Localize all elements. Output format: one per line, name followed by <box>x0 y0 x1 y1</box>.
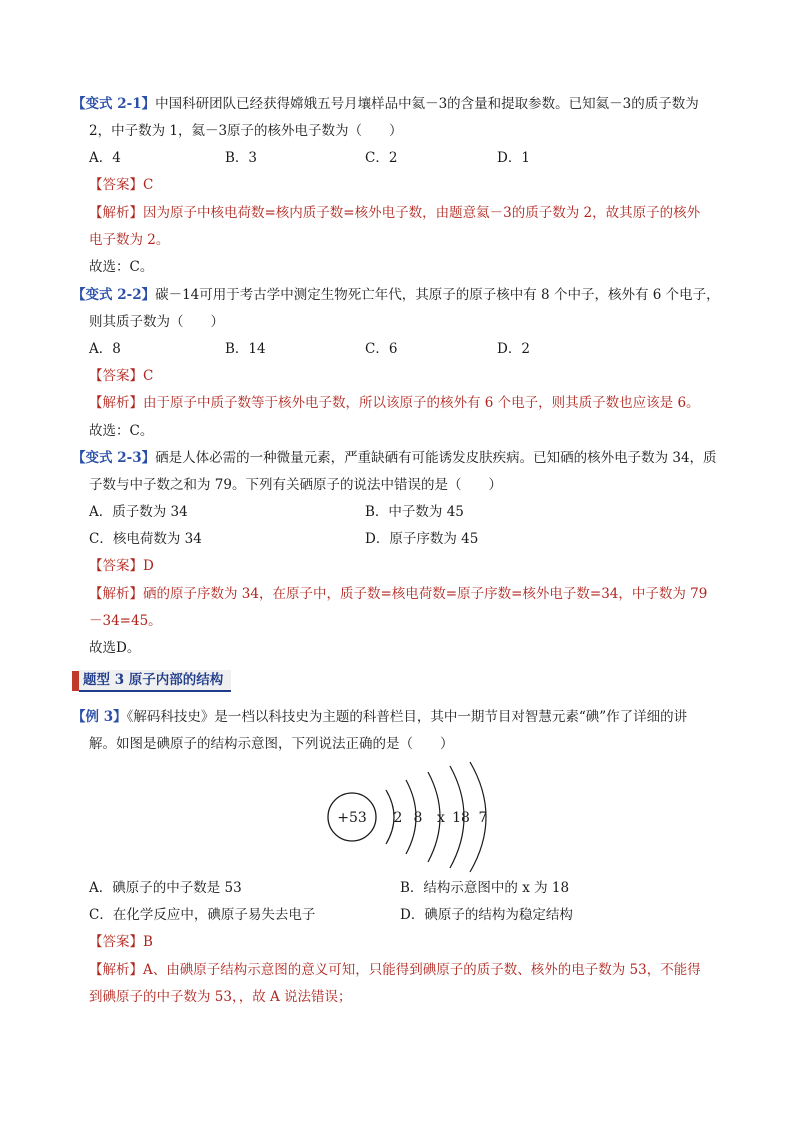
q23-option-b[interactable]: B．中子数为 45 <box>365 504 464 520</box>
ex3-analysis-2: 到碘原子的中子数为 53，，故 A 说法错误； <box>89 989 352 1005</box>
q22-option-a[interactable]: A．8 <box>89 341 121 357</box>
q22-stem-line-1 <box>72 286 720 304</box>
ex3-stem-line-1 <box>72 708 687 726</box>
q21-tag: 【变式 2-1】 <box>72 96 156 112</box>
ex3-analysis-1: 【解析】A、由碘原子结构示意图的意义可知，只能得到碘原子的质子数、核外的电子数为 53，不能得 <box>89 962 701 978</box>
q23-stem-line-1 <box>72 449 717 467</box>
q21-option-c[interactable]: C．2 <box>365 150 398 166</box>
ex3-option-d[interactable]: D．碘原子的结构为稳定结构 <box>400 907 573 923</box>
ex3-option-b[interactable]: B．结构示意图中的 x 为 18 <box>400 880 570 896</box>
q22-tag: 【变式 2-2】 <box>72 287 156 303</box>
q21-analysis-2: 电子数为 2。 <box>89 232 170 248</box>
ex3-option-c[interactable]: C．在化学反应中，碘原子易失去电子 <box>89 907 316 923</box>
ex3-stem-2: 解。如图是碘原子的结构示意图，下列说法正确的是（ ） <box>89 736 454 752</box>
q21-stem-2: 2，中子数为 1，氦－3原子的核外电子数为（ ） <box>89 123 403 139</box>
q22-answer: 【答案】C <box>89 368 154 384</box>
q21-stem-1: 中国科研团队已经获得嫦娥五号月壤样品中氦－3的含量和提取参数。已知氦－3的质子数为 <box>155 96 699 112</box>
q23-tag: 【变式 2-3】 <box>72 450 156 466</box>
shell-count-4: 18 <box>452 810 470 826</box>
q23-answer: 【答案】D <box>89 558 154 574</box>
ex3-stem-1: 《解码科技史》是一档以科技史为主题的科普栏目，其中一期节目对智慧元素“碘”作了详细的讲 <box>126 709 688 725</box>
q23-option-d[interactable]: D．原子序数为 45 <box>365 531 479 547</box>
q23-analysis-1: 【解析】硒的原子序数为 34，在原子中，质子数=核电荷数=原子序数=核外电子数=34，中子数为 79 <box>89 586 708 602</box>
q22-analysis-1: 【解析】由于原子中质子数等于核外电子数，所以该原子的核外有 6 个电子，则其质子数也应该是 6。 <box>89 395 700 411</box>
section-title: 题型 3 原子内部的结构 <box>79 670 231 692</box>
shell-count-5: 7 <box>478 810 488 826</box>
q21-answer: 【答案】C <box>89 177 154 193</box>
q21-analysis-1: 【解析】因为原子中核电荷数=核内质子数=核外电子数，由题意氦－3的质子数为 2，故其原子的核外 <box>89 205 701 221</box>
q21-stem-line-1 <box>72 95 699 113</box>
shell-count-1: 2 <box>393 810 403 826</box>
shell-count-3: x <box>437 810 445 826</box>
ex3-tag: 【例 3】 <box>72 709 127 725</box>
q22-stem-1: 碳－14可用于考古学中测定生物死亡年代，其原子的原子核中有 8 个中子，核外有 6 个电子， <box>155 287 720 303</box>
q21-option-b[interactable]: B．3 <box>225 150 258 166</box>
shell-count-2: 8 <box>413 810 423 826</box>
q22-stem-2: 则其质子数为（ ） <box>89 314 224 330</box>
nucleus-charge: +53 <box>337 810 367 826</box>
q23-stem-2: 子数与中子数之和为 79。下列有关硒原子的说法中错误的是（ ） <box>89 477 502 493</box>
q22-option-d[interactable]: D．2 <box>497 341 530 357</box>
ex3-answer: 【答案】B <box>89 934 153 950</box>
q23-option-a[interactable]: A．质子数为 34 <box>89 504 188 520</box>
q22-option-c[interactable]: C．6 <box>365 341 398 357</box>
q21-option-d[interactable]: D．1 <box>497 150 530 166</box>
section-header <box>72 671 231 691</box>
q23-analysis-2: －34=45。 <box>89 613 162 629</box>
q22-conclusion: 故选：C。 <box>89 423 154 439</box>
q22-option-b[interactable]: B．14 <box>225 341 266 357</box>
q21-conclusion: 故选：C。 <box>89 259 154 275</box>
q23-conclusion: 故选D。 <box>89 640 141 656</box>
iodine-atom-structure-diagram <box>320 760 500 880</box>
q21-option-a[interactable]: A．4 <box>89 150 121 166</box>
q23-stem-1: 硒是人体必需的一种微量元素，严重缺硒有可能诱发皮肤疾病。已知硒的核外电子数为 34，质 <box>155 450 717 466</box>
section-header-bar <box>72 671 79 691</box>
ex3-option-a[interactable]: A．碘原子的中子数是 53 <box>89 880 242 896</box>
q23-option-c[interactable]: C．核电荷数为 34 <box>89 531 202 547</box>
